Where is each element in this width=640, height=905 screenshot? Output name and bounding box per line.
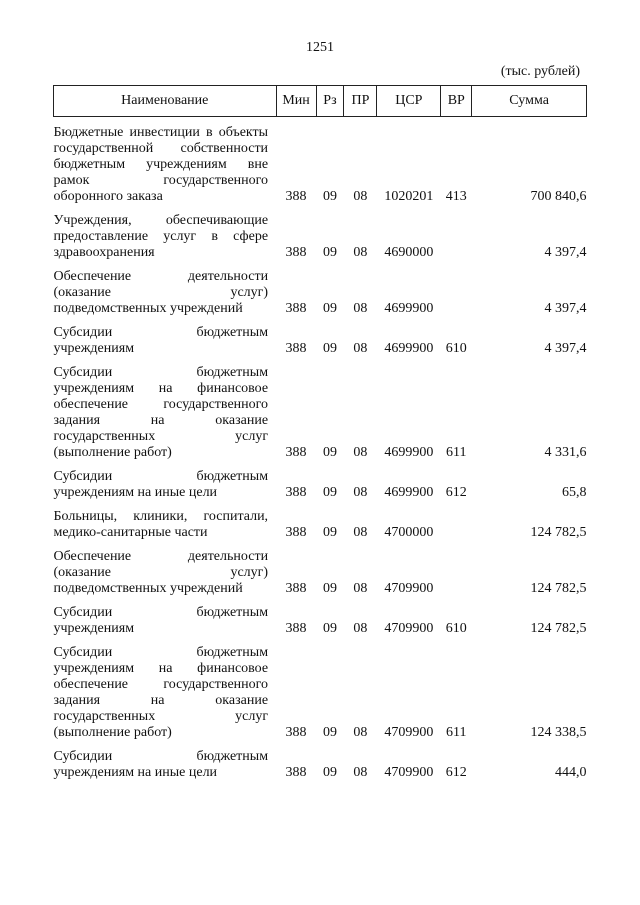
cell-name: Субсидии бюджетным учреждениям на иные цели [53,469,269,500]
header-pr: ПР [344,86,377,117]
header-rz: Рз [316,86,344,117]
cell-min: 388 [285,301,307,316]
cell-rz: 09 [322,245,337,260]
cell-vr: 610 [445,621,467,636]
table-row [54,744,587,784]
cell-csr: 4709900 [384,765,434,780]
cell-csr: 4709900 [384,581,434,596]
cell-pr: 08 [353,765,368,780]
cell-vr [441,504,472,544]
cell-min: 388 [285,189,307,204]
cell-csr: 4699900 [384,341,434,356]
cell-name: Учреждения, обеспечивающие предоставление услуг в сфере здравоохранения [53,213,269,260]
cell-name: Обеспечение деятельности (оказание услуг) подведомственных учреждений [53,269,269,316]
cell-min: 388 [285,341,307,356]
cell-csr: 4700000 [384,525,434,540]
cell-pr: 08 [353,485,368,500]
cell-min: 388 [285,765,307,780]
cell-sum: 700 840,6 [530,189,587,204]
cell-min: 388 [285,245,307,260]
cell-vr: 610 [445,341,467,356]
cell-csr: 4709900 [384,725,434,740]
cell-min: 388 [285,621,307,636]
cell-name: Субсидии бюджетным учреждениям [53,325,269,356]
budget-table [53,85,587,784]
cell-rz: 09 [322,621,337,636]
cell-min: 388 [285,581,307,596]
cell-csr: 1020201 [384,189,434,204]
cell-sum: 444,0 [555,765,587,780]
cell-sum: 4 331,6 [544,445,587,460]
table-row [54,320,587,360]
cell-csr: 4699900 [384,485,434,500]
cell-min: 388 [285,445,307,460]
cell-name: Бюджетные инвестиции в объекты государственной собственности бюджетным учреждениям вне рамок государственного оборонного заказа [53,125,269,204]
table-row [54,360,587,464]
cell-name: Субсидии бюджетным учреждениям на иные цели [53,749,269,780]
cell-csr: 4699900 [384,445,434,460]
units-label: (тыс. рублей) [500,64,580,79]
cell-pr: 08 [353,621,368,636]
cell-vr [441,208,472,264]
cell-rz: 09 [322,485,337,500]
table-row [54,640,587,744]
cell-pr: 08 [353,445,368,460]
table-body [54,117,587,785]
cell-pr: 08 [353,725,368,740]
cell-min: 388 [285,725,307,740]
cell-name: Обеспечение деятельности (оказание услуг) подведомственных учреждений [53,549,269,596]
cell-sum: 124 782,5 [530,581,587,596]
header-min: Мин [276,86,316,117]
cell-vr: 413 [445,189,467,204]
table-row [54,464,587,504]
table-header-row [54,86,587,117]
table-row [54,117,587,209]
cell-rz: 09 [322,525,337,540]
cell-csr: 4699900 [384,301,434,316]
cell-rz: 09 [322,301,337,316]
cell-rz: 09 [322,725,337,740]
cell-vr: 611 [446,445,467,460]
cell-sum: 65,8 [562,485,587,500]
cell-sum: 124 338,5 [530,725,587,740]
header-sum: Сумма [472,86,587,117]
header-vr: ВР [441,86,472,117]
table-row [54,208,587,264]
cell-name: Субсидии бюджетным учреждениям на финансовое обеспечение государственного задания на оказание государственных услуг (выполнение работ) [53,365,269,460]
cell-csr: 4690000 [384,245,434,260]
cell-sum: 124 782,5 [530,525,587,540]
cell-vr [441,544,472,600]
header-name: Наименование [54,86,277,117]
cell-min: 388 [285,485,307,500]
cell-rz: 09 [322,445,337,460]
cell-name: Больницы, клиники, госпитали, медико-санитарные части [53,509,269,540]
table-row [54,264,587,320]
cell-vr: 612 [445,765,467,780]
table-row [54,600,587,640]
cell-rz: 09 [322,581,337,596]
cell-rz: 09 [322,189,337,204]
cell-vr: 612 [445,485,467,500]
cell-rz: 09 [322,341,337,356]
header-csr: ЦСР [377,86,441,117]
table-row [54,504,587,544]
cell-csr: 4709900 [384,621,434,636]
cell-sum: 124 782,5 [530,621,587,636]
cell-name: Субсидии бюджетным учреждениям [53,605,269,636]
cell-rz: 09 [322,765,337,780]
cell-name: Субсидии бюджетным учреждениям на финансовое обеспечение государственного задания на оказание государственных услуг (выполнение работ) [53,645,269,740]
cell-pr: 08 [353,581,368,596]
cell-vr [441,264,472,320]
cell-pr: 08 [353,189,368,204]
cell-min: 388 [285,525,307,540]
cell-pr: 08 [353,341,368,356]
cell-vr: 611 [446,725,467,740]
cell-pr: 08 [353,525,368,540]
page-number: 1251 [306,40,334,55]
cell-sum: 4 397,4 [544,301,587,316]
table-row [54,544,587,600]
cell-pr: 08 [353,301,368,316]
cell-pr: 08 [353,245,368,260]
cell-sum: 4 397,4 [544,341,587,356]
cell-sum: 4 397,4 [544,245,587,260]
